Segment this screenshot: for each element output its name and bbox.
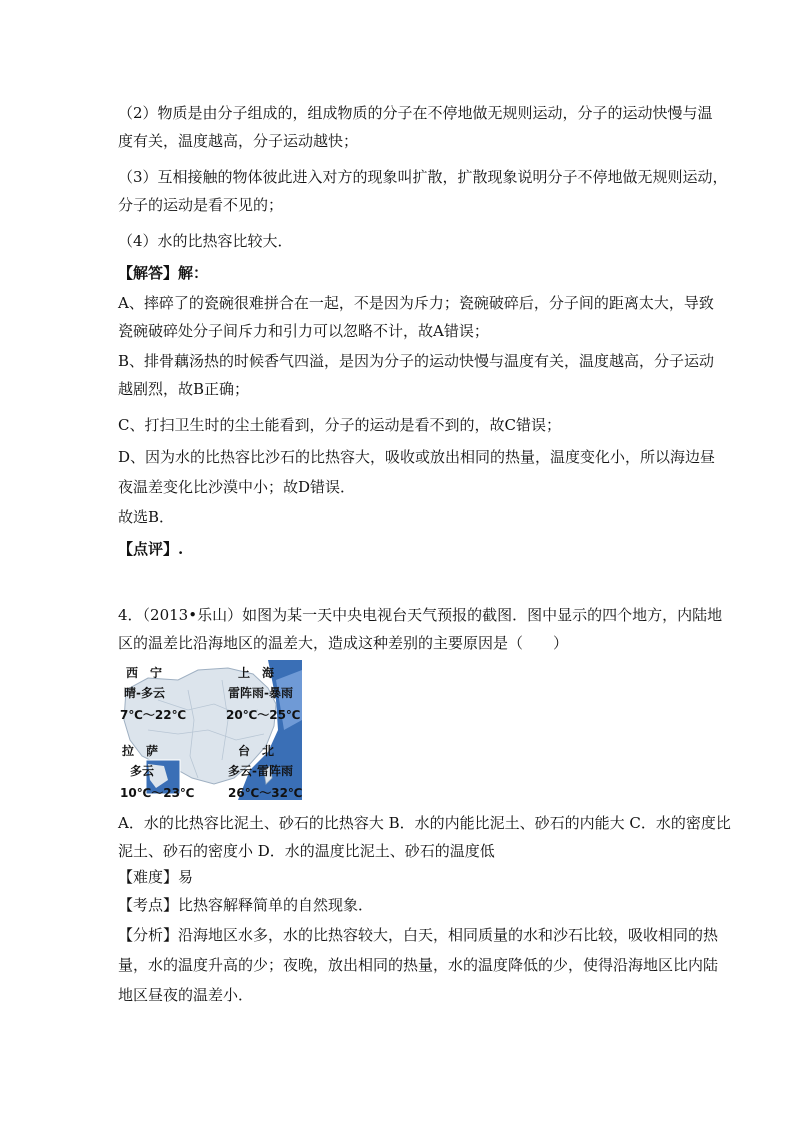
lasa-name: 拉 萨: [122, 744, 159, 758]
taibei-temp: 26℃～32℃: [228, 786, 302, 800]
xining-weather: 晴-多云: [124, 686, 165, 700]
text-line: A、摔碎了的瓷碗很难拼合在一起，不是因为斥力；瓷碗破碎后，分子间的距离太大，导致: [118, 294, 714, 312]
text-line: （4）水的比热容比较大．: [118, 232, 293, 250]
text-line: 越剧烈，故B正确；: [118, 380, 250, 398]
shanghai-name: 上 海: [238, 666, 275, 680]
taibei-name: 台 北: [238, 744, 275, 758]
analysis-line: 【分析】沿海地区水多，水的比热容较大，白天，相同质量的水和沙石比较，吸收相同的热: [118, 926, 719, 944]
text-line: C、打扫卫生时的尘土能看到，分子的运动是看不到的，故C错误；: [118, 416, 561, 434]
text-line: B、排骨藕汤热的时候香气四溢，是因为分子的运动快慢与温度有关，温度越高，分子运动: [118, 352, 715, 370]
shanghai-temp: 20℃～25℃: [226, 708, 301, 722]
text-line: 度有关，温度越高，分子运动越快；: [118, 132, 359, 150]
text-line: D、因为水的比热容比沙石的比热容大，吸收或放出相同的热量，温度变化小，所以海边昼: [118, 448, 716, 466]
question-line: 4．（2013•乐山）如图为某一天中央电视台天气预报的截图．图中显示的四个地方，内陆地: [118, 606, 723, 624]
china-map-graphic: [118, 660, 302, 800]
text-line: 故选B．: [118, 508, 175, 526]
text-line: （3）互相接触的物体彼此进入对方的现象叫扩散，扩散现象说明分子不停地做无规则运动，: [118, 168, 728, 186]
lasa-weather: 多云: [130, 764, 155, 778]
kaodian-text: 【考点】比热容解释简单的自然现象．: [118, 896, 374, 914]
weather-map-figure: [118, 660, 302, 800]
question-line: 区的温差比沿海地区的温差大，造成这种差别的主要原因是（ ）: [118, 634, 569, 652]
text-line: 瓷碗破碎处分子间斥力和引力可以忽略不计，故A错误；: [118, 322, 489, 340]
analysis-line: 地区昼夜的温差小．: [118, 986, 254, 1004]
xining-name: 西 宁: [126, 666, 163, 680]
options-line: 泥土、砂石的密度小 D．水的温度比泥土、砂石的温度低: [118, 842, 495, 860]
text-line: 分子的运动是看不见的；: [118, 196, 284, 214]
analysis-line: 量，水的温度升高的少；夜晚，放出相同的热量，水的温度降低的少，使得沿海地区比内陆: [118, 956, 719, 974]
text-line: （2）物质是由分子组成的，组成物质的分子在不停地做无规则运动，分子的运动快慢与温: [118, 104, 713, 122]
difficulty-text: 【难度】易: [118, 868, 194, 886]
xining-temp: 7℃～22℃: [120, 708, 187, 722]
text-line: 夜温差变化比沙漠中小；故D错误．: [118, 478, 356, 496]
comment-heading: 【点评】.: [118, 540, 184, 558]
taibei-weather: 多云-雷阵雨: [228, 764, 293, 778]
lasa-temp: 10℃～23℃: [120, 786, 195, 800]
answer-heading: 【解答】解：: [118, 264, 209, 282]
shanghai-weather: 雷阵雨-暴雨: [228, 686, 293, 700]
options-line: A．水的比热容比泥土、砂石的比热容大 B．水的内能比泥土、砂石的内能大 C．水的密度比: [118, 814, 731, 832]
